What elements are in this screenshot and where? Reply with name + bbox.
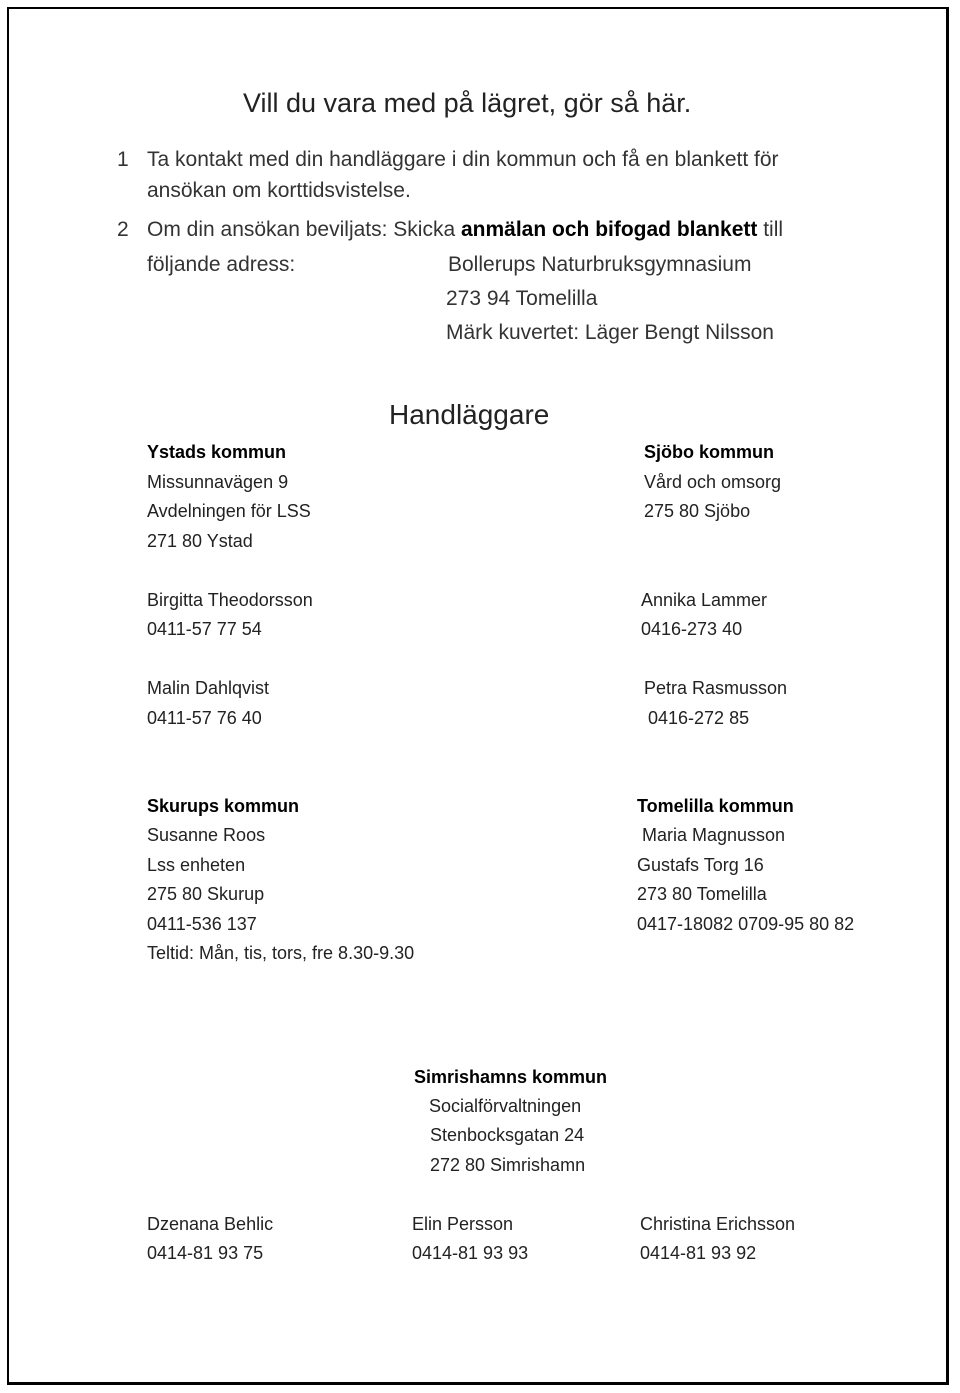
simrishamn-contact-1-phone: 0414-81 93 75 xyxy=(147,1243,264,1263)
sjobo-contact-2-name: Petra Rasmusson xyxy=(644,678,788,698)
ystad-kommun-name: Ystads kommun xyxy=(147,442,287,462)
skurup-contact: Susanne Roos xyxy=(147,825,266,845)
skurup-dept: Lss enheten xyxy=(147,855,246,875)
ystad-street: Missunnavägen 9 xyxy=(147,472,289,492)
step-2-bold-text: anmälan och bifogad blankett xyxy=(460,218,758,241)
step-2-number: 2 xyxy=(117,218,129,241)
address-name: Bollerups Naturbruksgymnasium xyxy=(448,253,752,276)
step-1-text-continued: ansökan om korttidsvistelse. xyxy=(147,179,411,202)
step-2-text xyxy=(147,218,783,242)
step-2-address-label: följande adress: xyxy=(147,253,296,276)
step-1-number: 1 xyxy=(117,148,129,171)
skurup-phone: 0411-536 137 xyxy=(147,914,257,934)
tomelilla-kommun-name: Tomelilla kommun xyxy=(637,796,794,816)
sjobo-contact-1-phone: 0416-273 40 xyxy=(641,619,743,639)
handlaggare-heading: Handläggare xyxy=(389,399,550,430)
tomelilla-contact: Maria Magnusson xyxy=(642,825,786,845)
tomelilla-phones: 0417-18082 0709-95 80 82 xyxy=(637,914,855,934)
simrishamn-contact-2-name: Elin Persson xyxy=(412,1214,514,1234)
skurup-postal: 275 80 Skurup xyxy=(147,884,265,904)
simrishamn-dept: Socialförvaltningen xyxy=(429,1096,582,1116)
page-title: Vill du vara med på lägret, gör så här. xyxy=(243,88,692,118)
step-2-text-before: Om din ansökan beviljats: Skicka xyxy=(147,218,461,241)
sjobo-postal: 275 80 Sjöbo xyxy=(644,501,751,521)
tomelilla-postal: 273 80 Tomelilla xyxy=(637,884,767,904)
sjobo-contact-2-phone: 0416-272 85 xyxy=(648,708,750,728)
step-2-text-after: till xyxy=(757,218,784,241)
skurup-kommun-name: Skurups kommun xyxy=(147,796,300,816)
simrishamn-street: Stenbocksgatan 24 xyxy=(430,1125,585,1145)
ystad-contact-1-phone: 0411-57 77 54 xyxy=(147,619,262,639)
step-1-text: Ta kontakt med din handläggare i din kommun och få en blankett för xyxy=(147,148,779,171)
simrishamn-contact-3-name: Christina Erichsson xyxy=(640,1214,796,1234)
sjobo-dept: Vård och omsorg xyxy=(644,472,782,492)
address-postal: 273 94 Tomelilla xyxy=(446,287,598,310)
simrishamn-contact-2-phone: 0414-81 93 93 xyxy=(412,1243,529,1263)
sjobo-contact-1-name: Annika Lammer xyxy=(641,590,768,610)
sjobo-kommun-name: Sjöbo kommun xyxy=(644,442,774,462)
simrishamn-kommun-name: Simrishamns kommun xyxy=(414,1067,608,1087)
tomelilla-street: Gustafs Torg 16 xyxy=(637,855,764,875)
skurup-phone-hours: Teltid: Mån, tis, tors, fre 8.30-9.30 xyxy=(147,943,415,963)
simrishamn-contact-3-phone: 0414-81 93 92 xyxy=(640,1243,757,1263)
ystad-postal: 271 80 Ystad xyxy=(147,531,253,551)
ystad-contact-1-name: Birgitta Theodorsson xyxy=(147,590,313,610)
ystad-contact-2-name: Malin Dahlqvist xyxy=(147,678,270,698)
simrishamn-postal: 272 80 Simrishamn xyxy=(430,1155,586,1175)
address-envelope-mark: Märk kuvertet: Läger Bengt Nilsson xyxy=(446,321,774,344)
ystad-dept: Avdelningen för LSS xyxy=(147,501,311,521)
ystad-contact-2-phone: 0411-57 76 40 xyxy=(147,708,262,728)
simrishamn-contact-1-name: Dzenana Behlic xyxy=(147,1214,274,1234)
